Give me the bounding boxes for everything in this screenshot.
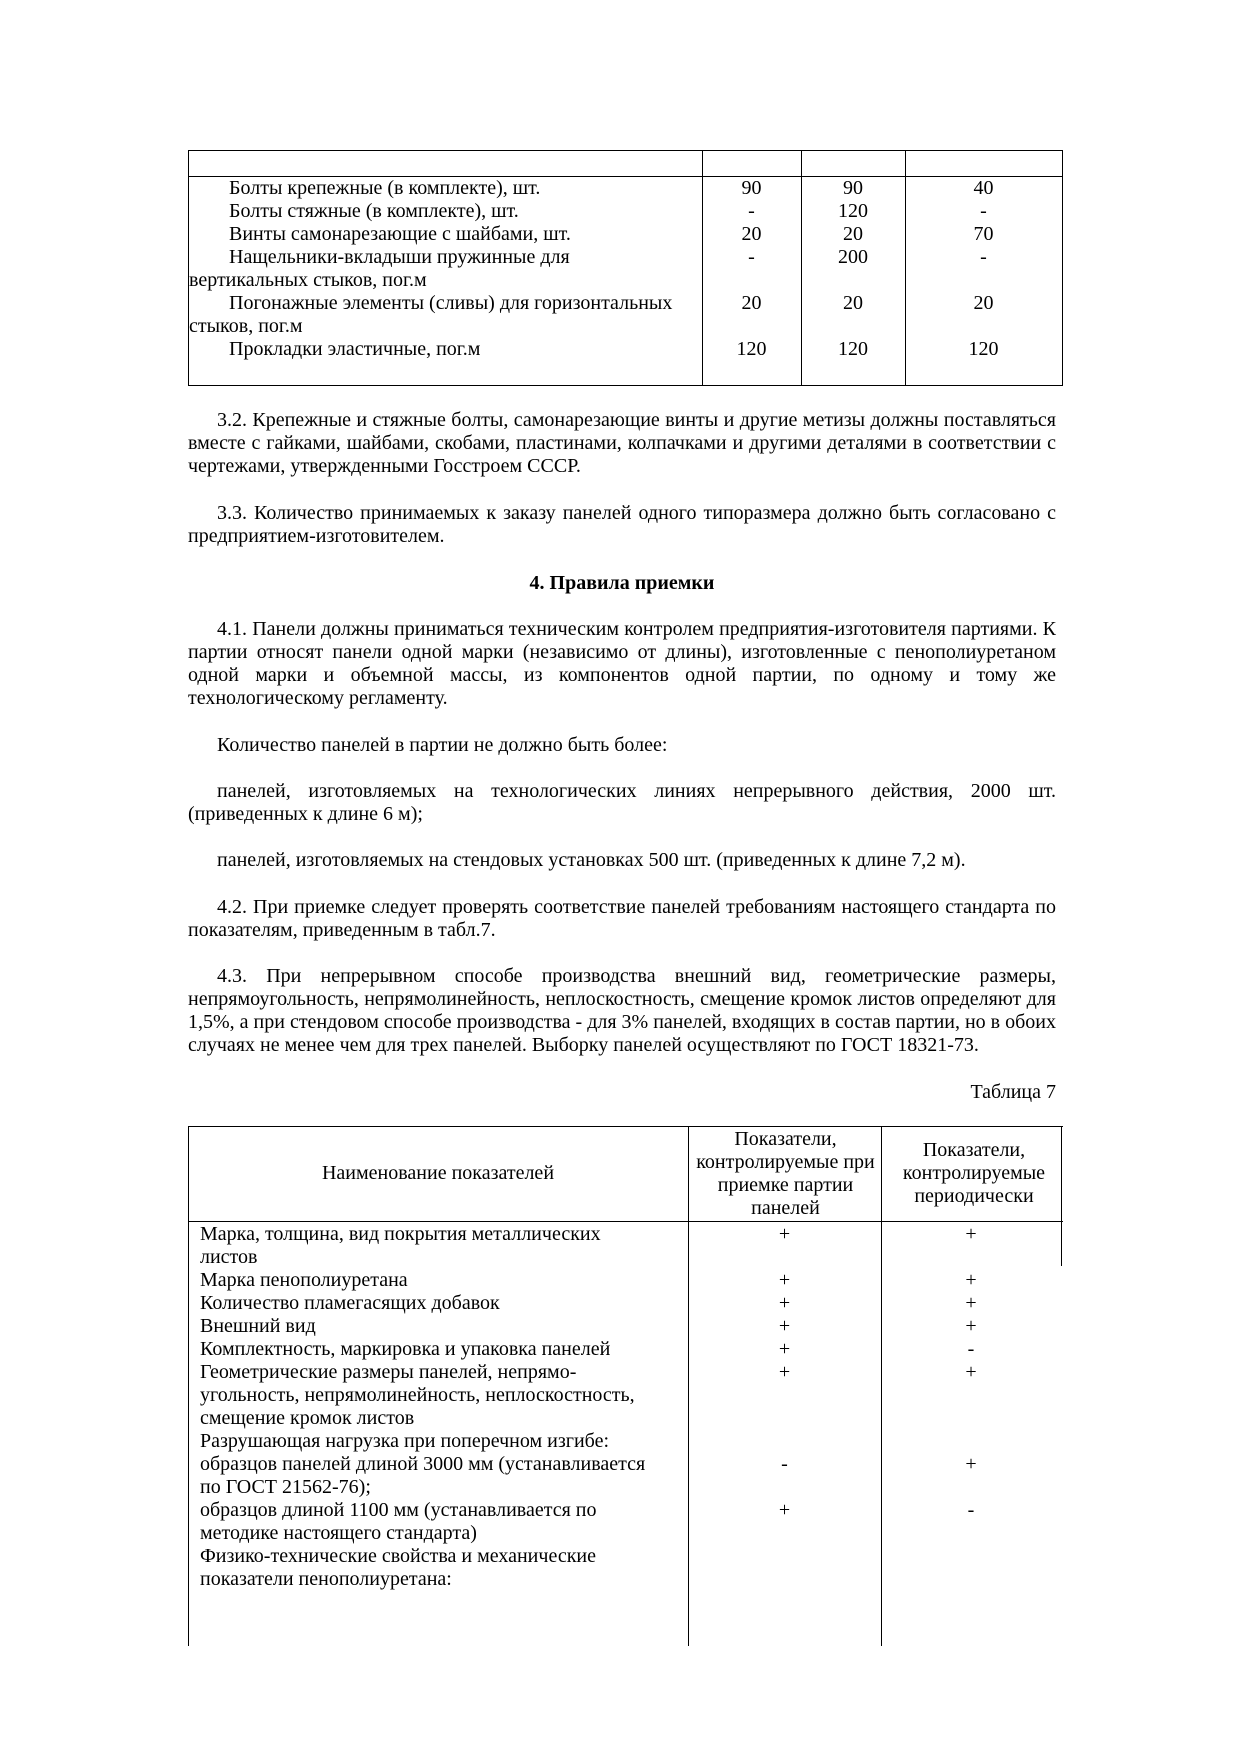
table-cell: -	[967, 1499, 975, 1521]
paragraph-4-1: 4.1. Панели должны приниматься техническим контролем предприятия-изготовителя партиями. К партии относят панели одной марки (независимо от длины), изготовленные с пенополиуретаном одной марки и объемной массы, из компонентов одной партии, по одному и тому же технологическому регламенту.	[188, 618, 1056, 709]
table-cell: +	[965, 1223, 977, 1245]
table-row: Болты стяжные (в комплекте), шт.	[229, 200, 519, 222]
table-cell: +	[778, 1361, 791, 1383]
table-cell: +	[778, 1315, 791, 1337]
table-row: Болты крепежные (в комплекте), шт.	[229, 177, 541, 199]
table-cell: +	[778, 1499, 791, 1521]
paragraph-quantity: Количество панелей в партии не должно быть более:	[217, 734, 668, 756]
table-cell: 120	[838, 200, 868, 222]
table-cell: 120	[968, 338, 999, 360]
table-cell: 90	[741, 177, 762, 199]
section-title: 4. Правила приемки	[529, 572, 715, 594]
table-row: образцов длиной 1100 мм (устанавливается по методике настоящего стандарта)	[200, 1499, 597, 1544]
table-row: Прокладки эластичные, пог.м	[229, 338, 481, 360]
table-cell: 40	[973, 177, 994, 199]
table-row: Нащельники-вкладыши пружинные для вертикальных стыков, пог.м	[189, 246, 570, 291]
paragraph-4-3: 4.3. При непрерывном способе производства внешний вид, геометрические размеры, непрямоугольность, непрямолинейность, неплоскостность, смещение кромок листов определяют для 1,5%, а при стендовом способе производства - для 3% панелей, входящих в состав партии, но в обоих случаях не менее чем для трех панелей. Выборку панелей осуществляют по ГОСТ 18321-73.	[188, 965, 1056, 1056]
table-cell: +	[778, 1269, 791, 1291]
table-cell: 120	[736, 338, 767, 360]
table-cell: -	[980, 200, 987, 222]
table-row: Комплектность, маркировка и упаковка панелей	[200, 1338, 611, 1360]
table-cell: 20	[843, 292, 863, 314]
table-cell: 70	[973, 223, 994, 245]
table-cell: -	[781, 1453, 788, 1475]
column-divider	[1061, 1126, 1062, 1266]
table-header-row	[189, 151, 1062, 177]
table-cell: +	[778, 1223, 791, 1245]
paragraph-stand: панелей, изготовляемых на стендовых установках 500 шт. (приведенных к длине 7,2 м).	[217, 849, 966, 871]
table-cell: +	[778, 1338, 791, 1360]
table-row: Геометрические размеры панелей, непрямо- угольность, непрямолинейность, неплоскостность, смещение кромок листов	[200, 1361, 635, 1429]
fasteners-table	[188, 150, 1063, 386]
table-row: Физико-технические свойства и механические показатели пенополиуретана:	[200, 1545, 596, 1590]
table-cell: +	[965, 1269, 977, 1291]
table-cell: -	[748, 246, 755, 268]
table-cell: +	[965, 1315, 977, 1337]
header-cell: Показатели, контролируемые периодически	[902, 1139, 1046, 1207]
table-row: образцов панелей длиной 3000 мм (устанавливается по ГОСТ 21562-76);	[200, 1453, 646, 1498]
table-row: Винты самонарезающие с шайбами, шт.	[229, 223, 571, 245]
paragraph-4-2: 4.2. При приемке следует проверять соответствие панелей требованиям настоящего стандарта по показателям, приведенным в табл.7.	[188, 896, 1056, 941]
header-cell: Показатели, контролируемые при приемке партии панелей	[696, 1127, 875, 1219]
table-cell: 120	[838, 338, 868, 360]
table-cell: 20	[741, 292, 762, 314]
paragraph-3-3: 3.3. Количество принимаемых к заказу панелей одного типоразмера должно быть согласовано с предприятием-изготовителем.	[188, 502, 1056, 547]
table-cell: +	[965, 1453, 977, 1475]
table-cell: 90	[843, 177, 863, 199]
table-row: Разрушающая нагрузка при поперечном изгибе:	[200, 1430, 610, 1452]
table-cell: 200	[838, 246, 868, 268]
table-cell: -	[748, 200, 755, 222]
paragraph-3-2: 3.2. Крепежные и стяжные болты, самонарезающие винты и другие метизы должны поставляться вместе с гайками, шайбами, скобами, пластинами, колпачками и другими деталями в соответствии с чертежами, утвержденными Госстроем СССР.	[188, 409, 1056, 477]
table-row: Погонажные элементы (сливы) для горизонтальных стыков, пог.м	[189, 292, 673, 337]
header-cell: Наименование показателей	[321, 1162, 555, 1184]
table-row: Количество пламегасящих добавок	[200, 1292, 500, 1314]
table-cell: -	[967, 1338, 975, 1360]
table-cell: 20	[843, 223, 863, 245]
column-divider	[688, 1126, 689, 1646]
paragraph-continuous: панелей, изготовляемых на технологических линиях непрерывного действия, 2000 шт. (приведенных к длине 6 м);	[188, 780, 1056, 825]
table-cell: +	[965, 1292, 977, 1314]
acceptance-indicators-table	[188, 1126, 1063, 1646]
table-row: Марка, толщина, вид покрытия металлических листов	[200, 1223, 601, 1268]
table-caption: Таблица 7	[970, 1081, 1056, 1103]
table-cell: -	[980, 246, 987, 268]
table-row: Внешний вид	[200, 1315, 316, 1337]
column-divider	[881, 1126, 882, 1646]
table-cell: 20	[741, 223, 762, 245]
table-row: Марка пенополиуретана	[200, 1269, 408, 1291]
table-header-border	[188, 1221, 1063, 1222]
table-cell: 20	[973, 292, 994, 314]
table-cell: +	[778, 1292, 791, 1314]
table-cell: +	[965, 1361, 977, 1383]
